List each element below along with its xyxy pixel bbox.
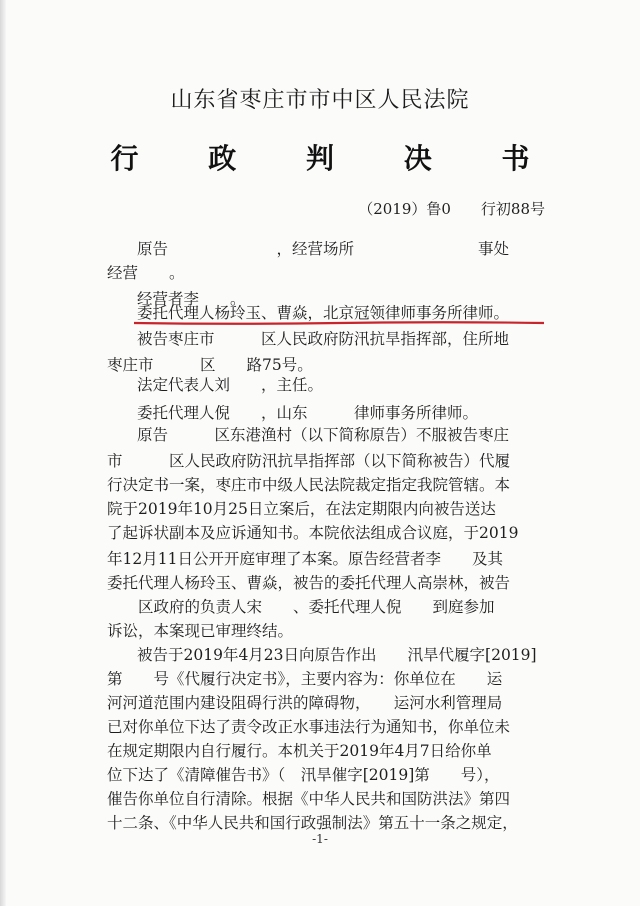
text-line: 经营者李 。 [137,290,246,308]
text-line: 法定代表人刘 ，主任。 [137,376,324,394]
text-line: 已对你单位下达了责令改正水事违法行为通知书，你单位未 [107,718,511,736]
text-line: 诉讼，本案现已审理终结。 [107,622,294,640]
text-line: 了起诉状副本及应诉通知书。本院依法组成合议庭，于2019 [107,524,519,542]
text-line: 经营 。 [107,264,185,282]
text-line: 原告 ，经营场所 事处 [137,240,510,258]
text-line: 市 区人民政府防汛抗旱指挥部（以下简称被告）代履 [107,452,511,470]
text-line: 十二条、《中华人民共和国行政强制法》第五十一条之规定， [107,814,518,832]
text-line: 被告于2019年4月23日向原告作出 汛旱代履字[2019] [137,646,537,664]
text-line: 位下达了《清障催告书》（ 汛旱催字[2019]第 号）， [107,766,500,784]
text-line: 枣庄市 区 路75号。 [107,356,313,374]
text-line: 区政府的负责人宋 、委托代理人倪 到庭参加 [107,598,495,616]
scan-edge-shadow [0,0,6,906]
case-number: （2019）鲁0 行初88号 [358,200,545,218]
page-number: -1- [312,832,328,846]
text-line: 院于2019年10月25日立案后，在法定期限内向被告送达 [107,500,496,518]
text-line: 委托代理人杨玲玉、曹焱，北京冠领律师事务所律师。 [137,304,510,322]
text-line: 原告 区东港渔村（以下简称原告）不服被告枣庄 [137,426,510,444]
text-line: 在规定期限内自行履行。本机关于2019年4月7日给你单 [107,742,492,760]
text-line: 行决定书一案，枣庄市中级人民法院裁定指定我院管辖。本 [107,476,511,494]
text-line: 催告你单位自行清除。根据《中华人民共和国防洪法》第四 [107,790,511,808]
text-line: 年12月11日公开开庭审理了本案。原告经营者李 及其 [107,550,503,568]
document-type-title: 行 政 判 决 书 [110,142,560,175]
red-underline-annotation [134,321,544,325]
text-line: 第 号《代履行决定书》，主要内容为：你单位在 运 [107,670,503,688]
text-line: 被告枣庄市 区人民政府防汛抗旱指挥部，住所地 [137,330,510,348]
court-name: 山东省枣庄市市中区人民法院 [170,88,470,113]
text-line: 委托代理人杨玲玉、曹焱，被告的委托代理人高崇林，被告 [107,574,511,592]
text-line: 河河道范围内建设阻碍行洪的障碍物， 运河水利管理局 [107,694,503,712]
text-line: 委托代理人倪 ，山东 律师事务所律师。 [137,404,479,422]
